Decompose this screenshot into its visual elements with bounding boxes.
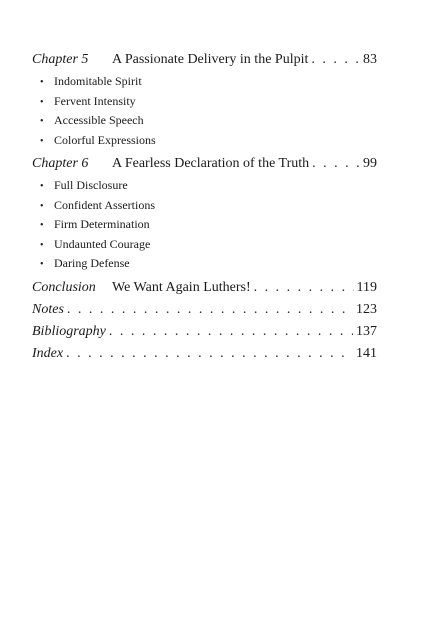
subsection-label: Colorful Expressions — [54, 132, 156, 147]
dot-leader — [67, 302, 353, 318]
dot-leader — [311, 52, 360, 68]
list-item — [32, 198, 377, 218]
bullet-icon: • — [40, 135, 44, 147]
dot-leader — [254, 280, 354, 296]
list-item — [32, 133, 377, 153]
dot-leader — [312, 156, 360, 172]
list-item — [32, 217, 377, 237]
list-item — [32, 237, 377, 257]
list-item — [32, 113, 377, 133]
subsection-label: Indomitable Spirit — [54, 74, 142, 88]
dot-leader — [66, 346, 353, 362]
bullet-icon: • — [40, 116, 44, 127]
page-number: 99 — [363, 156, 377, 171]
bullet-icon: • — [40, 259, 44, 270]
page-number: 123 — [356, 301, 377, 317]
bullet-icon: • — [40, 77, 44, 88]
subsection-label: Undaunted Courage — [54, 236, 151, 251]
chapter-title: A Fearless Declaration of the Truth — [112, 156, 310, 171]
chapter-6-subsections — [32, 178, 377, 276]
toc-entry-index[interactable] — [32, 346, 377, 368]
list-item — [32, 74, 377, 94]
page-number: 119 — [356, 279, 377, 295]
bullet-icon: • — [40, 220, 44, 231]
bullet-icon: • — [40, 181, 44, 192]
dot-leader — [109, 324, 353, 340]
list-item — [32, 256, 377, 276]
chapter-5-subsections — [32, 74, 377, 152]
bullet-icon: • — [40, 200, 44, 212]
subsection-label: Accessible Speech — [54, 113, 144, 127]
toc-entry-notes[interactable] — [32, 302, 377, 324]
subsection-label: Firm Determination — [54, 217, 150, 231]
chapter-label: Chapter 5 — [32, 52, 89, 67]
notes-label: Notes — [32, 301, 64, 317]
toc-entry-chapter-6[interactable] — [32, 156, 377, 178]
bullet-icon: • — [40, 96, 44, 108]
toc-entry-chapter-5[interactable] — [32, 52, 377, 74]
subsection-label: Daring Defense — [54, 256, 130, 270]
list-item — [32, 178, 377, 198]
toc-entry-conclusion[interactable] — [32, 280, 377, 302]
page-number: 141 — [356, 345, 377, 361]
subsection-label: Full Disclosure — [54, 178, 128, 192]
conclusion-label: Conclusion — [32, 279, 96, 295]
chapter-title: A Passionate Delivery in the Pulpit — [112, 52, 309, 67]
bullet-icon: • — [40, 239, 44, 251]
page-number: 83 — [363, 52, 377, 67]
toc-entry-bibliography[interactable] — [32, 324, 377, 346]
list-item — [32, 94, 377, 114]
index-label: Index — [32, 345, 64, 361]
page-number: 137 — [356, 323, 377, 339]
bibliography-label: Bibliography — [32, 323, 106, 339]
table-of-contents — [32, 52, 377, 368]
subsection-label: Fervent Intensity — [54, 93, 136, 108]
conclusion-title: We Want Again Luthers! — [112, 279, 251, 295]
chapter-label: Chapter 6 — [32, 156, 89, 171]
subsection-label: Confident Assertions — [54, 197, 155, 212]
